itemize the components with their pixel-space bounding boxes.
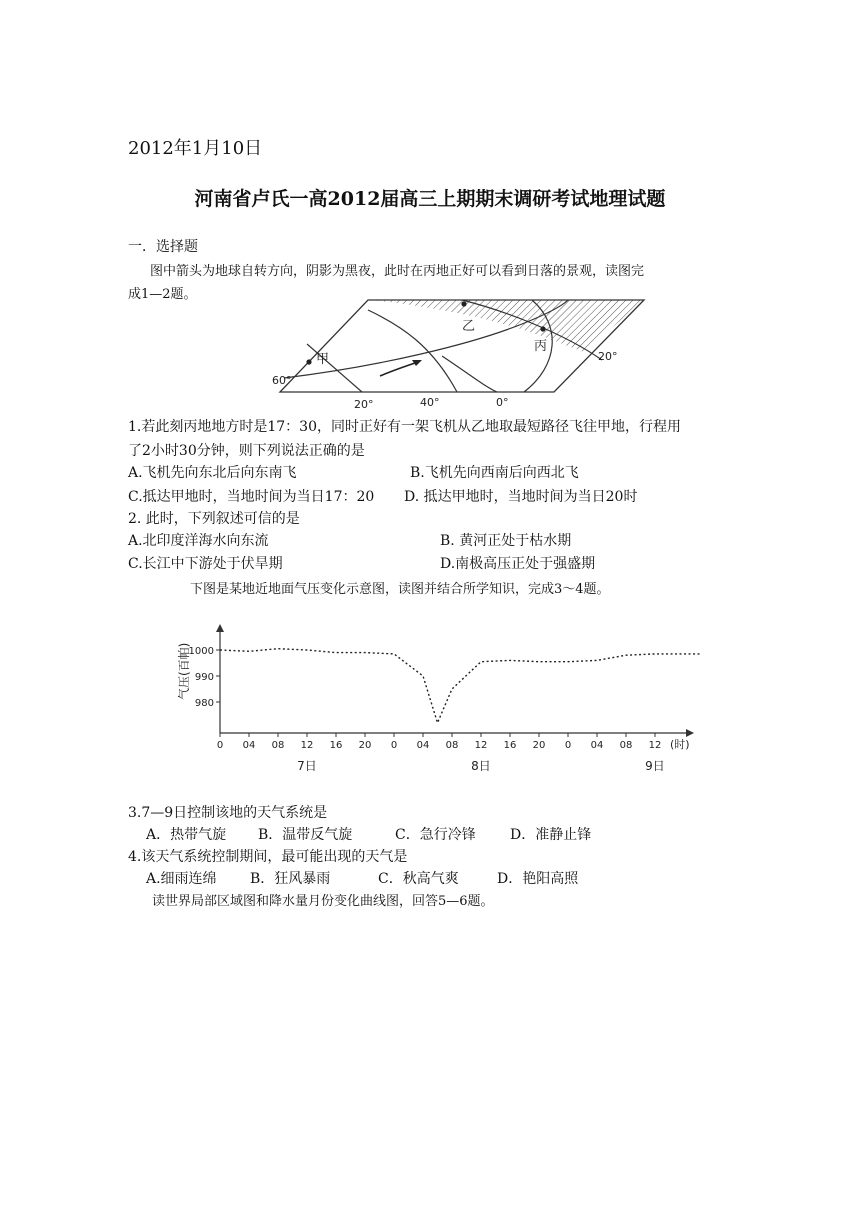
q3-option-d: D．准静止锋 xyxy=(510,827,592,843)
x-tick-label: 08 xyxy=(271,740,285,751)
intro-text-line1: 图中箭头为地球自转方向，阴影为黑夜，此时在丙地正好可以看到日落的景观，读图完 xyxy=(150,264,645,279)
q2-option-b: B. 黄河正处于枯水期 xyxy=(440,533,572,549)
x-tick-label: 20 xyxy=(358,740,372,751)
footer-intro: 读世界局部区域图和降水量月份变化曲线图，回答5—6题。 xyxy=(152,894,494,909)
q3-option-c: C．急行冷锋 xyxy=(395,827,476,843)
figure2-intro: 下图是某地近地面气压变化示意图，读图并结合所学知识，完成3～4题。 xyxy=(190,582,610,597)
meridian-0 xyxy=(442,356,497,392)
x-tick-label: 08 xyxy=(619,740,633,751)
x-tick-label: 04 xyxy=(590,740,604,751)
y-axis-label: 气压(百帕) xyxy=(177,642,191,700)
pressure-series-line xyxy=(220,649,700,723)
intro-text-line2: 成1—2题。 xyxy=(128,287,197,302)
q2-option-a: A.北印度洋海水向东流 xyxy=(128,533,269,549)
x-tick-label: 12 xyxy=(300,740,314,751)
q4-option-d: D．艳阳高照 xyxy=(497,871,579,887)
meridian-40 xyxy=(368,310,457,392)
x-tick-label: 08 xyxy=(445,740,459,751)
pressure-chart xyxy=(160,600,700,780)
label-bing: 丙 xyxy=(534,339,548,354)
label-lon0: 0° xyxy=(496,396,509,409)
q1-option-a: A.飞机先向东北后向东南飞 xyxy=(128,465,297,481)
q1-option-c: C.抵达甲地时，当地时间为当日17：20 xyxy=(128,489,375,505)
x-tick-label: 0 xyxy=(390,740,398,751)
label-jia: 甲 xyxy=(316,352,330,367)
section-heading: 一．选择题 xyxy=(128,239,198,255)
x-tick-label: 04 xyxy=(416,740,430,751)
label-lat60: 60° xyxy=(272,374,292,387)
q4-stem: 4.该天气系统控制期间，最可能出现的天气是 xyxy=(128,849,408,865)
label-lat20: 20° xyxy=(598,350,618,363)
x-tick-label: 0 xyxy=(216,740,224,751)
label-lon40: 40° xyxy=(420,396,440,409)
rotation-arrow xyxy=(380,362,418,376)
q1-option-d: D. 抵达甲地时，当地时间为当日20时 xyxy=(404,489,638,505)
y-tick-label: 990 xyxy=(194,672,214,683)
point-yi xyxy=(461,301,466,306)
day-label: 9日 xyxy=(645,759,665,773)
night-shade xyxy=(370,300,644,352)
y-tick-label: 1000 xyxy=(188,646,214,657)
point-jia xyxy=(306,359,311,364)
y-tick-label: 980 xyxy=(194,698,214,709)
q3-option-b: B．温带反气旋 xyxy=(258,827,353,843)
x-tick-label: 04 xyxy=(242,740,256,751)
point-bing xyxy=(540,326,545,331)
q2-stem: 2. 此时，下列叙述可信的是 xyxy=(128,511,300,527)
q1-stem-line2: 了2小时30分钟，则下列说法正确的是 xyxy=(128,443,365,459)
q2-option-d: D.南极高压正处于强盛期 xyxy=(440,556,596,572)
q1-stem-line1: 1.若此刻丙地地方时是17：30，同时正好有一架飞机从乙地取最短路径飞往甲地，行程用 xyxy=(128,419,681,435)
label-yi: 乙 xyxy=(462,319,476,334)
q4-option-b: B．狂风暴雨 xyxy=(250,871,331,887)
earth-rotation-diagram xyxy=(262,296,646,414)
x-tick-label: 16 xyxy=(503,740,517,751)
x-axis-unit: (时) xyxy=(670,738,690,751)
q4-option-c: C．秋高气爽 xyxy=(378,871,459,887)
x-tick-label: 0 xyxy=(564,740,572,751)
q4-option-a: A.细雨连绵 xyxy=(146,871,217,887)
exam-date: 2012年1月10日 xyxy=(128,138,263,159)
q2-option-c: C.长江中下游处于伏旱期 xyxy=(128,556,283,572)
q1-option-b: B.飞机先向西南后向西北飞 xyxy=(410,465,579,481)
day-label: 8日 xyxy=(471,759,491,773)
y-axis-arrow-icon xyxy=(216,624,224,632)
x-axis-arrow-icon xyxy=(686,729,694,737)
label-lon20: 20° xyxy=(354,398,374,411)
page-title: 河南省卢氏一高2012届高三上期期末调研考试地理试题 xyxy=(194,188,666,210)
x-tick-label: 12 xyxy=(474,740,488,751)
q3-option-a: A．热带气旋 xyxy=(146,827,227,843)
day-label: 7日 xyxy=(297,759,317,773)
x-tick-label: 12 xyxy=(648,740,662,751)
x-tick-label: 16 xyxy=(329,740,343,751)
x-tick-label: 20 xyxy=(532,740,546,751)
q3-stem: 3.7—9日控制该地的天气系统是 xyxy=(128,805,328,821)
